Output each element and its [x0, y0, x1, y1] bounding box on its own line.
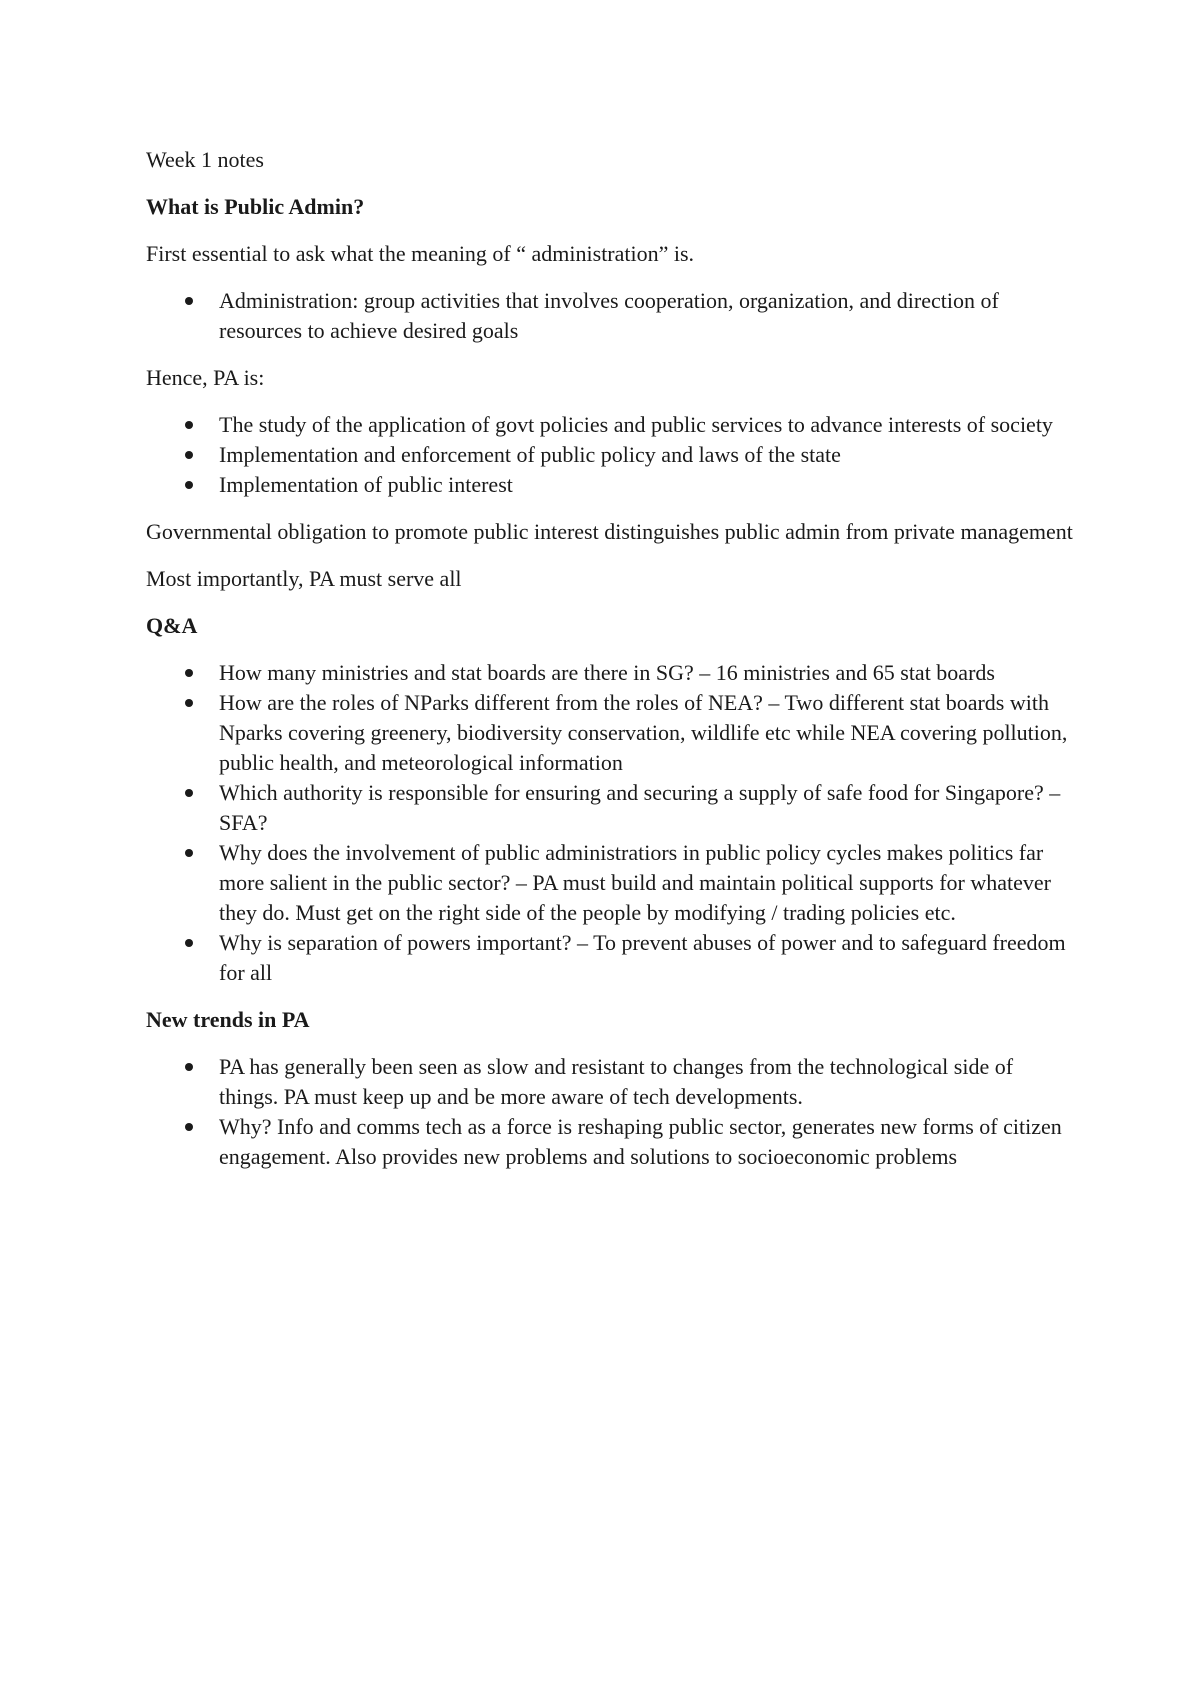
- pa-definition-list: [146, 410, 1076, 500]
- heading-what-is-public-admin: What is Public Admin?: [146, 194, 365, 219]
- list-item: Why does the involvement of public administratiors in public policy cycles makes politics far more salient in the public sector? – PA must build and maintain political supports for whatever they do. Must get on the right side of the people by modifying / trading policies etc.: [146, 838, 1076, 928]
- list-item: Administration: group activities that involves cooperation, organization, and direction of resources to achieve desired goals: [146, 286, 1076, 346]
- list-item: The study of the application of govt policies and public services to advance interests of society: [146, 410, 1076, 440]
- list-item: PA has generally been seen as slow and resistant to changes from the technological side of things. PA must keep up and be more aware of tech developments.: [146, 1052, 1076, 1112]
- list-item: Implementation and enforcement of public policy and laws of the state: [146, 440, 1076, 470]
- heading-qa: Q&A: [146, 613, 198, 638]
- bullet-icon: [185, 451, 193, 459]
- bullet-icon: [185, 421, 193, 429]
- bullet-icon: [185, 481, 193, 489]
- document-title: Week 1 notes: [146, 147, 264, 172]
- document-body: [146, 145, 1076, 1189]
- governmental-obligation-paragraph: Governmental obligation to promote public interest distinguishes public admin from private management: [146, 519, 1073, 544]
- administration-definition-list: [146, 286, 1076, 346]
- list-item: Implementation of public interest: [146, 470, 1076, 500]
- bullet-icon: [185, 297, 193, 305]
- intro-paragraph: First essential to ask what the meaning of “ administration” is.: [146, 241, 695, 266]
- bullet-icon: [185, 939, 193, 947]
- bullet-icon: [185, 1123, 193, 1131]
- list-item: How many ministries and stat boards are there in SG? – 16 ministries and 65 stat boards: [146, 658, 1076, 688]
- list-item: Which authority is responsible for ensuring and securing a supply of safe food for Singapore? – SFA?: [146, 778, 1076, 838]
- trends-list: [146, 1052, 1076, 1172]
- bullet-icon: [185, 789, 193, 797]
- hence-paragraph: Hence, PA is:: [146, 365, 265, 390]
- qa-list: [146, 658, 1076, 988]
- bullet-icon: [185, 849, 193, 857]
- bullet-icon: [185, 699, 193, 707]
- bullet-icon: [185, 669, 193, 677]
- heading-new-trends: New trends in PA: [146, 1007, 310, 1032]
- serve-all-paragraph: Most importantly, PA must serve all: [146, 566, 462, 591]
- bullet-icon: [185, 1063, 193, 1071]
- list-item: Why? Info and comms tech as a force is reshaping public sector, generates new forms of citizen engagement. Also provides new problems and solutions to socioeconomic problems: [146, 1112, 1076, 1172]
- list-item: How are the roles of NParks different from the roles of NEA? – Two different stat boards with Nparks covering greenery, biodiversity conservation, wildlife etc while NEA covering pollution, public health, and meteorological information: [146, 688, 1076, 778]
- list-item: Why is separation of powers important? – To prevent abuses of power and to safeguard freedom for all: [146, 928, 1076, 988]
